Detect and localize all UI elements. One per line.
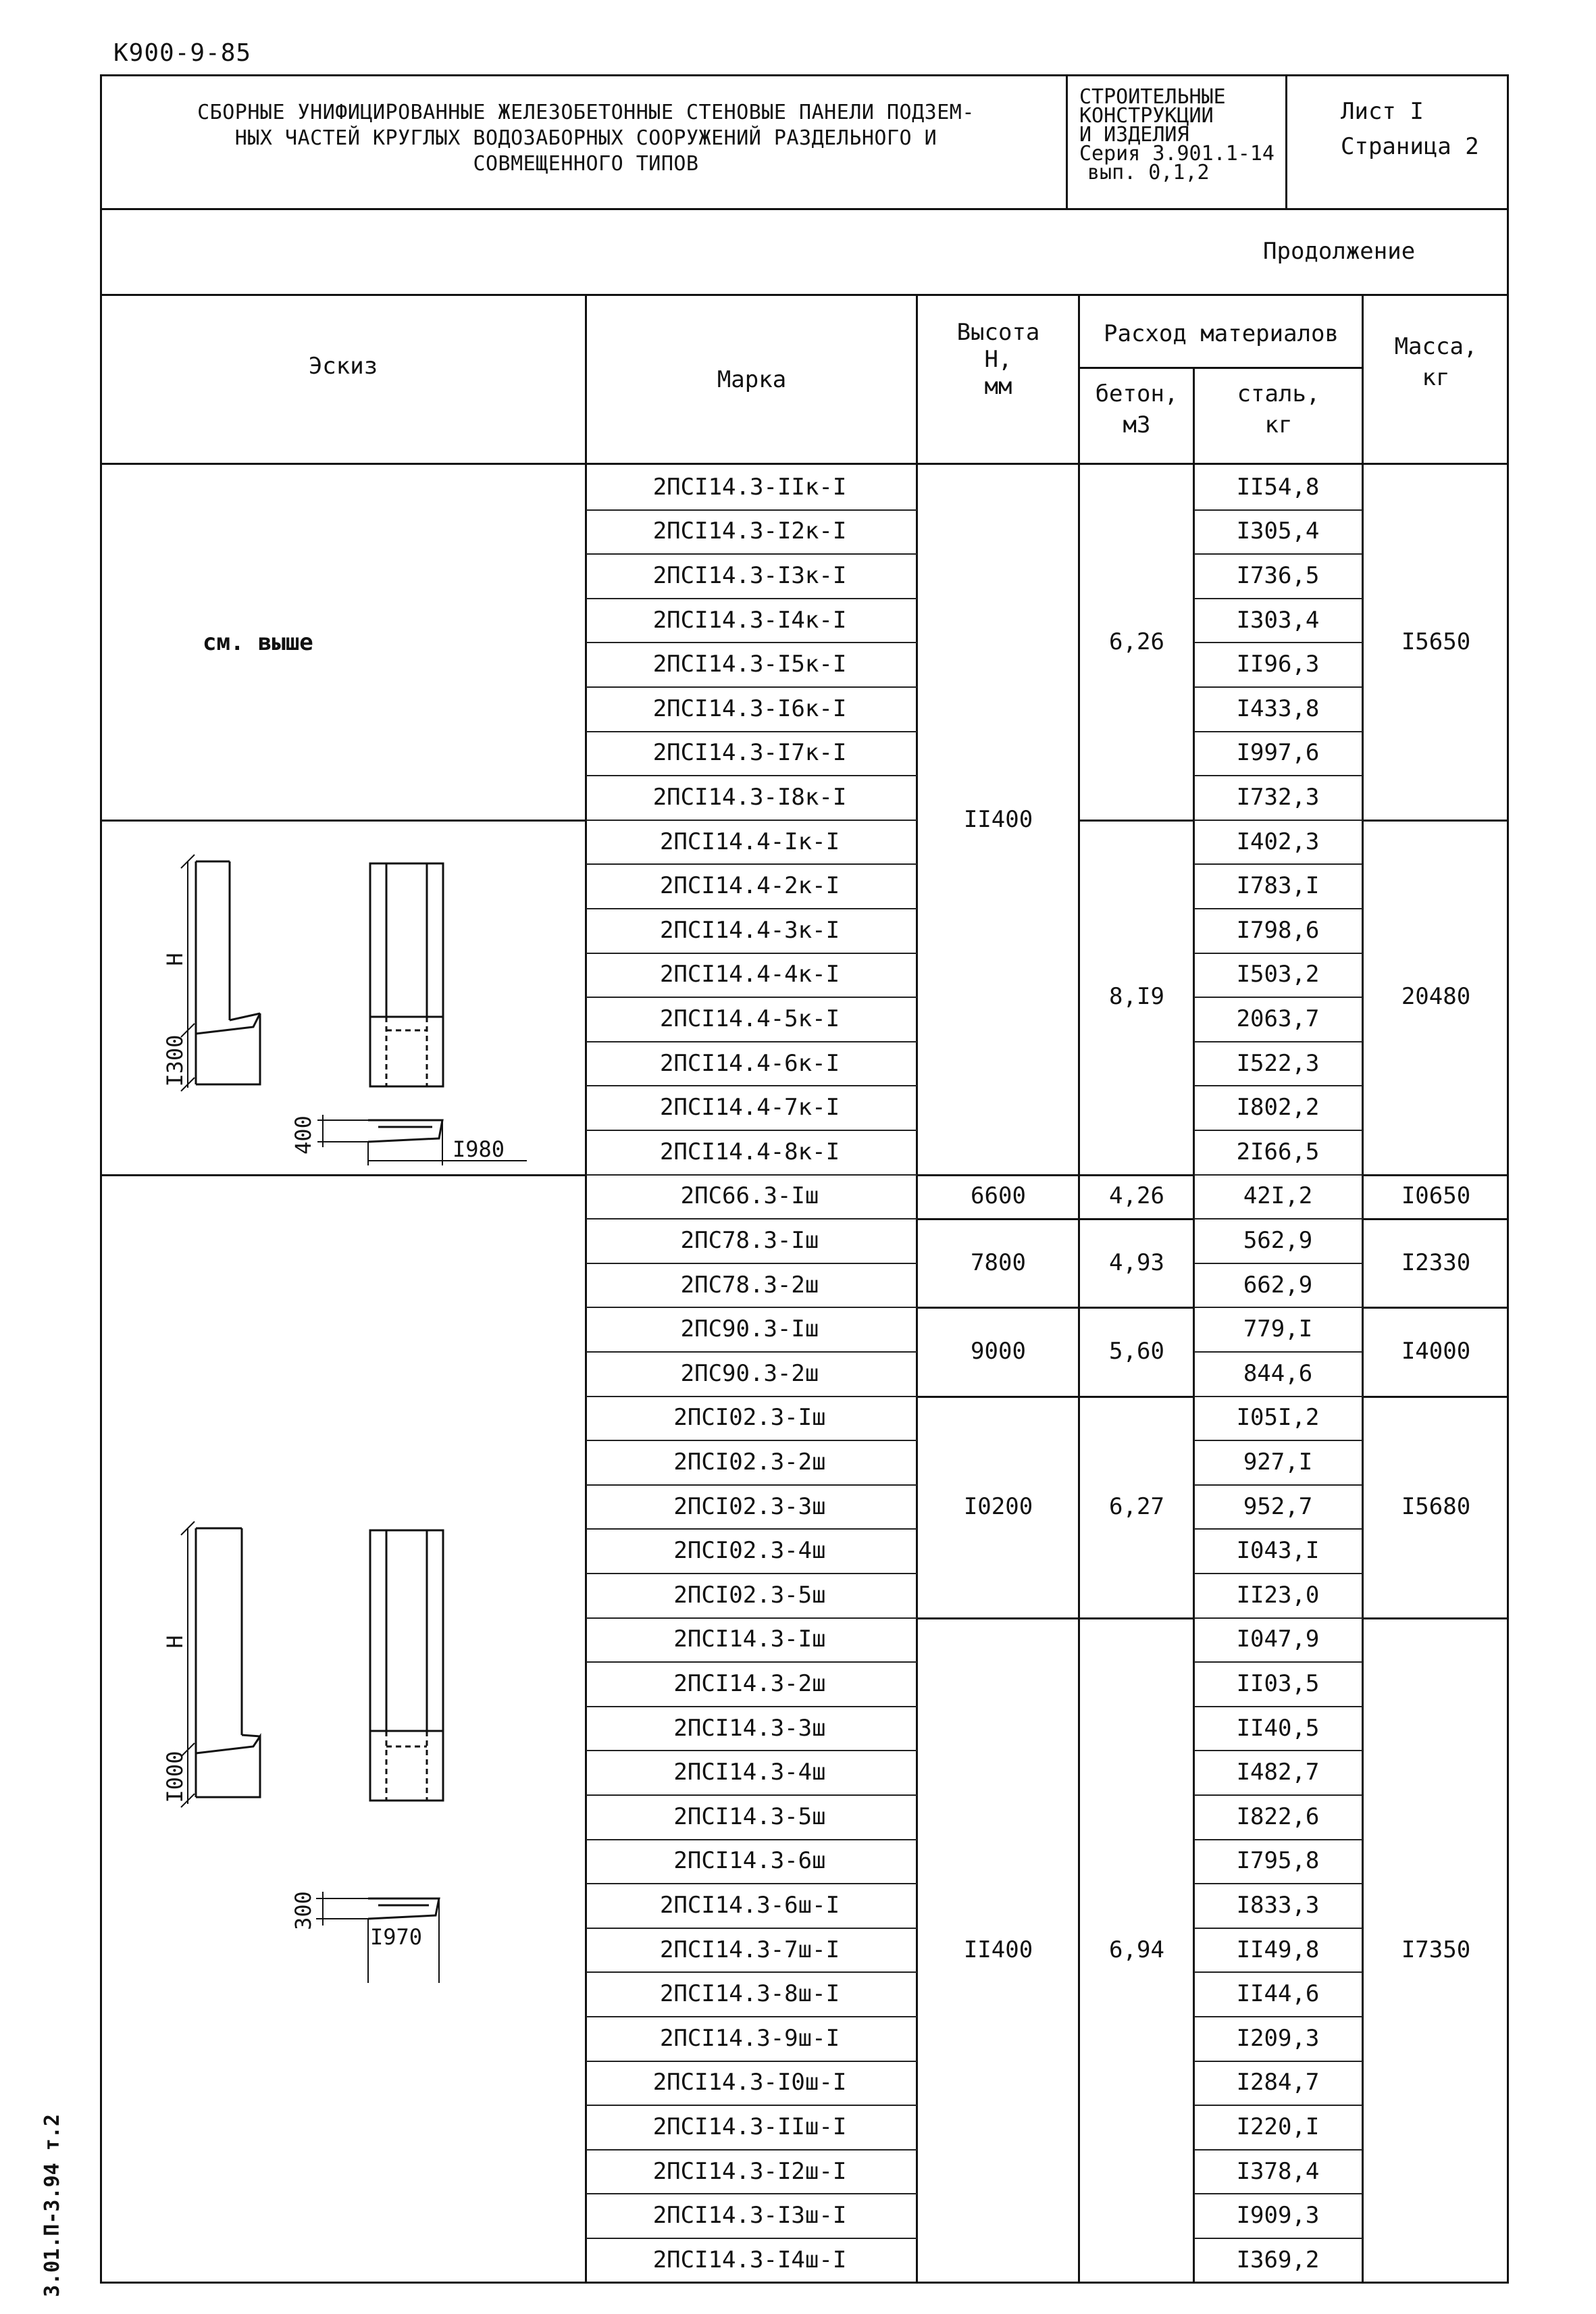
mark-cell: 2ПС78.3-2ш <box>680 1271 819 1299</box>
mark-cell: 2ПС78.3-Iш <box>680 1227 819 1254</box>
mark-cell: 2ПСI14.4-Iк-I <box>659 828 840 855</box>
mark-cell: 2ПСI14.3-4ш <box>673 1759 826 1786</box>
continuation-label: Продолжение <box>1263 238 1416 265</box>
mark-cell: 2ПСI14.3-3ш <box>673 1714 826 1742</box>
steel-cell: II96,3 <box>1236 651 1320 678</box>
mark-cell: 2ПСI14.3-I5к-I <box>652 651 847 678</box>
mark-cell: 2ПСI14.3-I3к-I <box>652 562 847 589</box>
steel-cell: I798,6 <box>1236 916 1320 944</box>
mark-cell: 2ПСI14.3-I2ш-I <box>652 2157 847 2185</box>
mark-cell: 2ПСI14.4-4к-I <box>659 961 840 988</box>
mark-cell: 2ПС90.3-Iш <box>680 1315 819 1343</box>
mass-cell: I2330 <box>1401 1249 1471 1276</box>
page-number: Страница 2 <box>1341 133 1479 160</box>
steel-cell: II54,8 <box>1236 473 1320 501</box>
mark-cell: 2ПСI02.3-2ш <box>673 1449 826 1476</box>
sketch-panel-side-2 <box>196 1528 260 1797</box>
steel-cell: 662,9 <box>1243 1271 1313 1299</box>
mark-cell: 2ПСI14.3-7ш-I <box>659 1936 840 1963</box>
concrete-cell: 4,93 <box>1109 1249 1164 1276</box>
mark-cell: 2ПСI14.3-IIш-I <box>652 2113 847 2140</box>
steel-cell: I522,3 <box>1236 1049 1320 1077</box>
steel-cell: I732,3 <box>1236 784 1320 811</box>
mark-cell: 2ПСI14.3-5ш <box>673 1803 826 1830</box>
mark-cell: 2ПС90.3-2ш <box>680 1359 819 1387</box>
sketch-panel-front-2 <box>370 1530 443 1801</box>
height-cell: II400 <box>963 1936 1033 1963</box>
series-block: СТРОИТЕЛЬНЫЕ КОНСТРУКЦИИ И ИЗДЕЛИЯ Серия 3.901.1-14 вып. 0,1,2 <box>1079 85 1275 184</box>
dim-width-label-2: I970 <box>370 1924 423 1950</box>
mark-cell: 2ПСI14.3-6ш-I <box>659 1892 840 1919</box>
steel-cell: I822,6 <box>1236 1803 1320 1830</box>
steel-cell: I220,I <box>1236 2113 1320 2140</box>
sketch-panel-front-1 <box>370 863 443 1086</box>
steel-cell: I433,8 <box>1236 695 1320 722</box>
mark-cell: 2ПСI14.3-IIк-I <box>652 473 847 501</box>
steel-cell: I802,2 <box>1236 1094 1320 1122</box>
mark-cell: 2ПСI14.4-2к-I <box>659 872 840 900</box>
mark-cell: 2ПСI14.4-6к-I <box>659 1049 840 1077</box>
sheet-number: Лист I <box>1341 98 1424 125</box>
steel-cell: 779,I <box>1243 1315 1313 1343</box>
concrete-cell: 6,26 <box>1109 628 1164 656</box>
height-cell: 7800 <box>971 1249 1026 1276</box>
mark-cell: 2ПСI14.4-7к-I <box>659 1094 840 1122</box>
dim-base-label-2: I000 <box>162 1751 188 1803</box>
mark-cell: 2ПСI14.3-8ш-I <box>659 1980 840 2008</box>
steel-cell: II03,5 <box>1236 1670 1320 1697</box>
height-cell: II400 <box>963 805 1033 833</box>
mark-cell: 2ПСI14.3-I4ш-I <box>652 2246 847 2273</box>
mass-cell: 20480 <box>1401 983 1471 1011</box>
steel-cell: 2063,7 <box>1236 1005 1320 1032</box>
mark-cell: 2ПСI14.3-I2к-I <box>652 518 847 545</box>
mark-cell: 2ПСI14.4-3к-I <box>659 916 840 944</box>
dim-base-label-1: I300 <box>162 1034 188 1087</box>
dim-depth-label-2: 300 <box>290 1891 316 1930</box>
mass-cell: I0650 <box>1401 1182 1471 1210</box>
concrete-cell: 8,I9 <box>1109 983 1164 1011</box>
mark-cell: 2ПСI14.3-I0ш-I <box>652 2069 847 2096</box>
dim-h-label-2: Н <box>162 1635 188 1649</box>
steel-cell: I503,2 <box>1236 961 1320 988</box>
concrete-cell: 6,27 <box>1109 1492 1164 1520</box>
header-mark: Марка <box>717 366 787 393</box>
mass-cell: I5650 <box>1401 628 1471 656</box>
steel-cell: I736,5 <box>1236 562 1320 589</box>
steel-cell: I209,3 <box>1236 2024 1320 2052</box>
mark-cell: 2ПС66.3-Iш <box>680 1182 819 1210</box>
header-steel: сталь, кг <box>1237 380 1320 438</box>
mark-cell: 2ПСI02.3-4ш <box>673 1537 826 1565</box>
steel-cell: I997,6 <box>1236 739 1320 767</box>
steel-cell: 562,9 <box>1243 1227 1313 1254</box>
sketch-panel-side-1 <box>196 861 260 1084</box>
steel-cell: 844,6 <box>1243 1359 1313 1387</box>
dim-depth-label-1: 400 <box>290 1115 316 1155</box>
header-materials: Расход материалов <box>1104 320 1339 347</box>
header-mass: Масса, кг <box>1394 333 1478 391</box>
height-cell: 6600 <box>971 1182 1026 1210</box>
mark-cell: 2ПСI02.3-3ш <box>673 1492 826 1520</box>
mark-cell: 2ПСI14.3-I3ш-I <box>652 2202 847 2230</box>
mark-cell: 2ПСI14.3-I6к-I <box>652 695 847 722</box>
side-code: 3.01.П-3.94 т.2 <box>41 2114 64 2297</box>
header-sketch: Эскиз <box>308 353 378 380</box>
document-code: К900-9-85 <box>113 39 252 67</box>
mark-cell: 2ПСI14.4-8к-I <box>659 1138 840 1165</box>
concrete-cell: 5,60 <box>1109 1338 1164 1365</box>
mark-cell: 2ПСI14.3-Iш <box>673 1626 826 1653</box>
steel-cell: I369,2 <box>1236 2246 1320 2273</box>
mark-cell: 2ПСI14.3-I7к-I <box>652 739 847 767</box>
height-cell: I0200 <box>963 1492 1033 1520</box>
steel-cell: 952,7 <box>1243 1492 1313 1520</box>
steel-cell: I402,3 <box>1236 828 1320 855</box>
steel-cell: II49,8 <box>1236 1936 1320 1963</box>
document-title: СБОРНЫЕ УНИФИЦИРОВАННЫЕ ЖЕЛЕЗОБЕТОННЫЕ СТЕНОВЫЕ ПАНЕЛИ ПОДЗЕМ- НЫХ ЧАСТЕЙ КРУГЛЫХ ВОДОЗАБОРНЫХ СООРУЖЕНИЙ РАЗДЕЛЬНОГО И СОВМЕЩЕННОГО ТИПОВ <box>197 101 975 176</box>
steel-cell: I303,4 <box>1236 606 1320 634</box>
header-concrete: бетон, м3 <box>1095 380 1179 438</box>
dim-width-label-1: I980 <box>453 1136 505 1162</box>
mass-cell: I7350 <box>1401 1936 1471 1963</box>
steel-cell: I05I,2 <box>1236 1404 1320 1432</box>
steel-cell: I378,4 <box>1236 2157 1320 2185</box>
see-above-note: см. выше <box>203 629 313 656</box>
mark-cell: 2ПСI02.3-5ш <box>673 1581 826 1609</box>
steel-cell: I043,I <box>1236 1537 1320 1565</box>
steel-cell: I909,3 <box>1236 2202 1320 2230</box>
steel-cell: I047,9 <box>1236 1626 1320 1653</box>
steel-cell: I284,7 <box>1236 2069 1320 2096</box>
mark-cell: 2ПСI14.3-6ш <box>673 1847 826 1875</box>
steel-cell: I783,I <box>1236 872 1320 900</box>
mark-cell: 2ПСI14.3-I4к-I <box>652 606 847 634</box>
mark-cell: 2ПСI14.3-I8к-I <box>652 784 847 811</box>
dim-h-label-1: Н <box>162 953 188 966</box>
steel-cell: 42I,2 <box>1243 1182 1313 1210</box>
steel-cell: 2I66,5 <box>1236 1138 1320 1165</box>
mark-cell: 2ПСI14.4-5к-I <box>659 1005 840 1032</box>
mark-cell: 2ПСI14.3-9ш-I <box>659 2024 840 2052</box>
mass-cell: I5680 <box>1401 1492 1471 1520</box>
steel-cell: II40,5 <box>1236 1714 1320 1742</box>
concrete-cell: 6,94 <box>1109 1936 1164 1963</box>
steel-cell: I482,7 <box>1236 1759 1320 1786</box>
header-height: Высота Н, мм <box>956 319 1040 400</box>
mark-cell: 2ПСI02.3-Iш <box>673 1404 826 1432</box>
mass-cell: I4000 <box>1401 1338 1471 1365</box>
height-cell: 9000 <box>971 1338 1026 1365</box>
mark-cell: 2ПСI14.3-2ш <box>673 1670 826 1697</box>
steel-cell: II23,0 <box>1236 1581 1320 1609</box>
steel-cell: I833,3 <box>1236 1892 1320 1919</box>
steel-cell: I795,8 <box>1236 1847 1320 1875</box>
steel-cell: 927,I <box>1243 1449 1313 1476</box>
concrete-cell: 4,26 <box>1109 1182 1164 1210</box>
steel-cell: II44,6 <box>1236 1980 1320 2008</box>
steel-cell: I305,4 <box>1236 518 1320 545</box>
